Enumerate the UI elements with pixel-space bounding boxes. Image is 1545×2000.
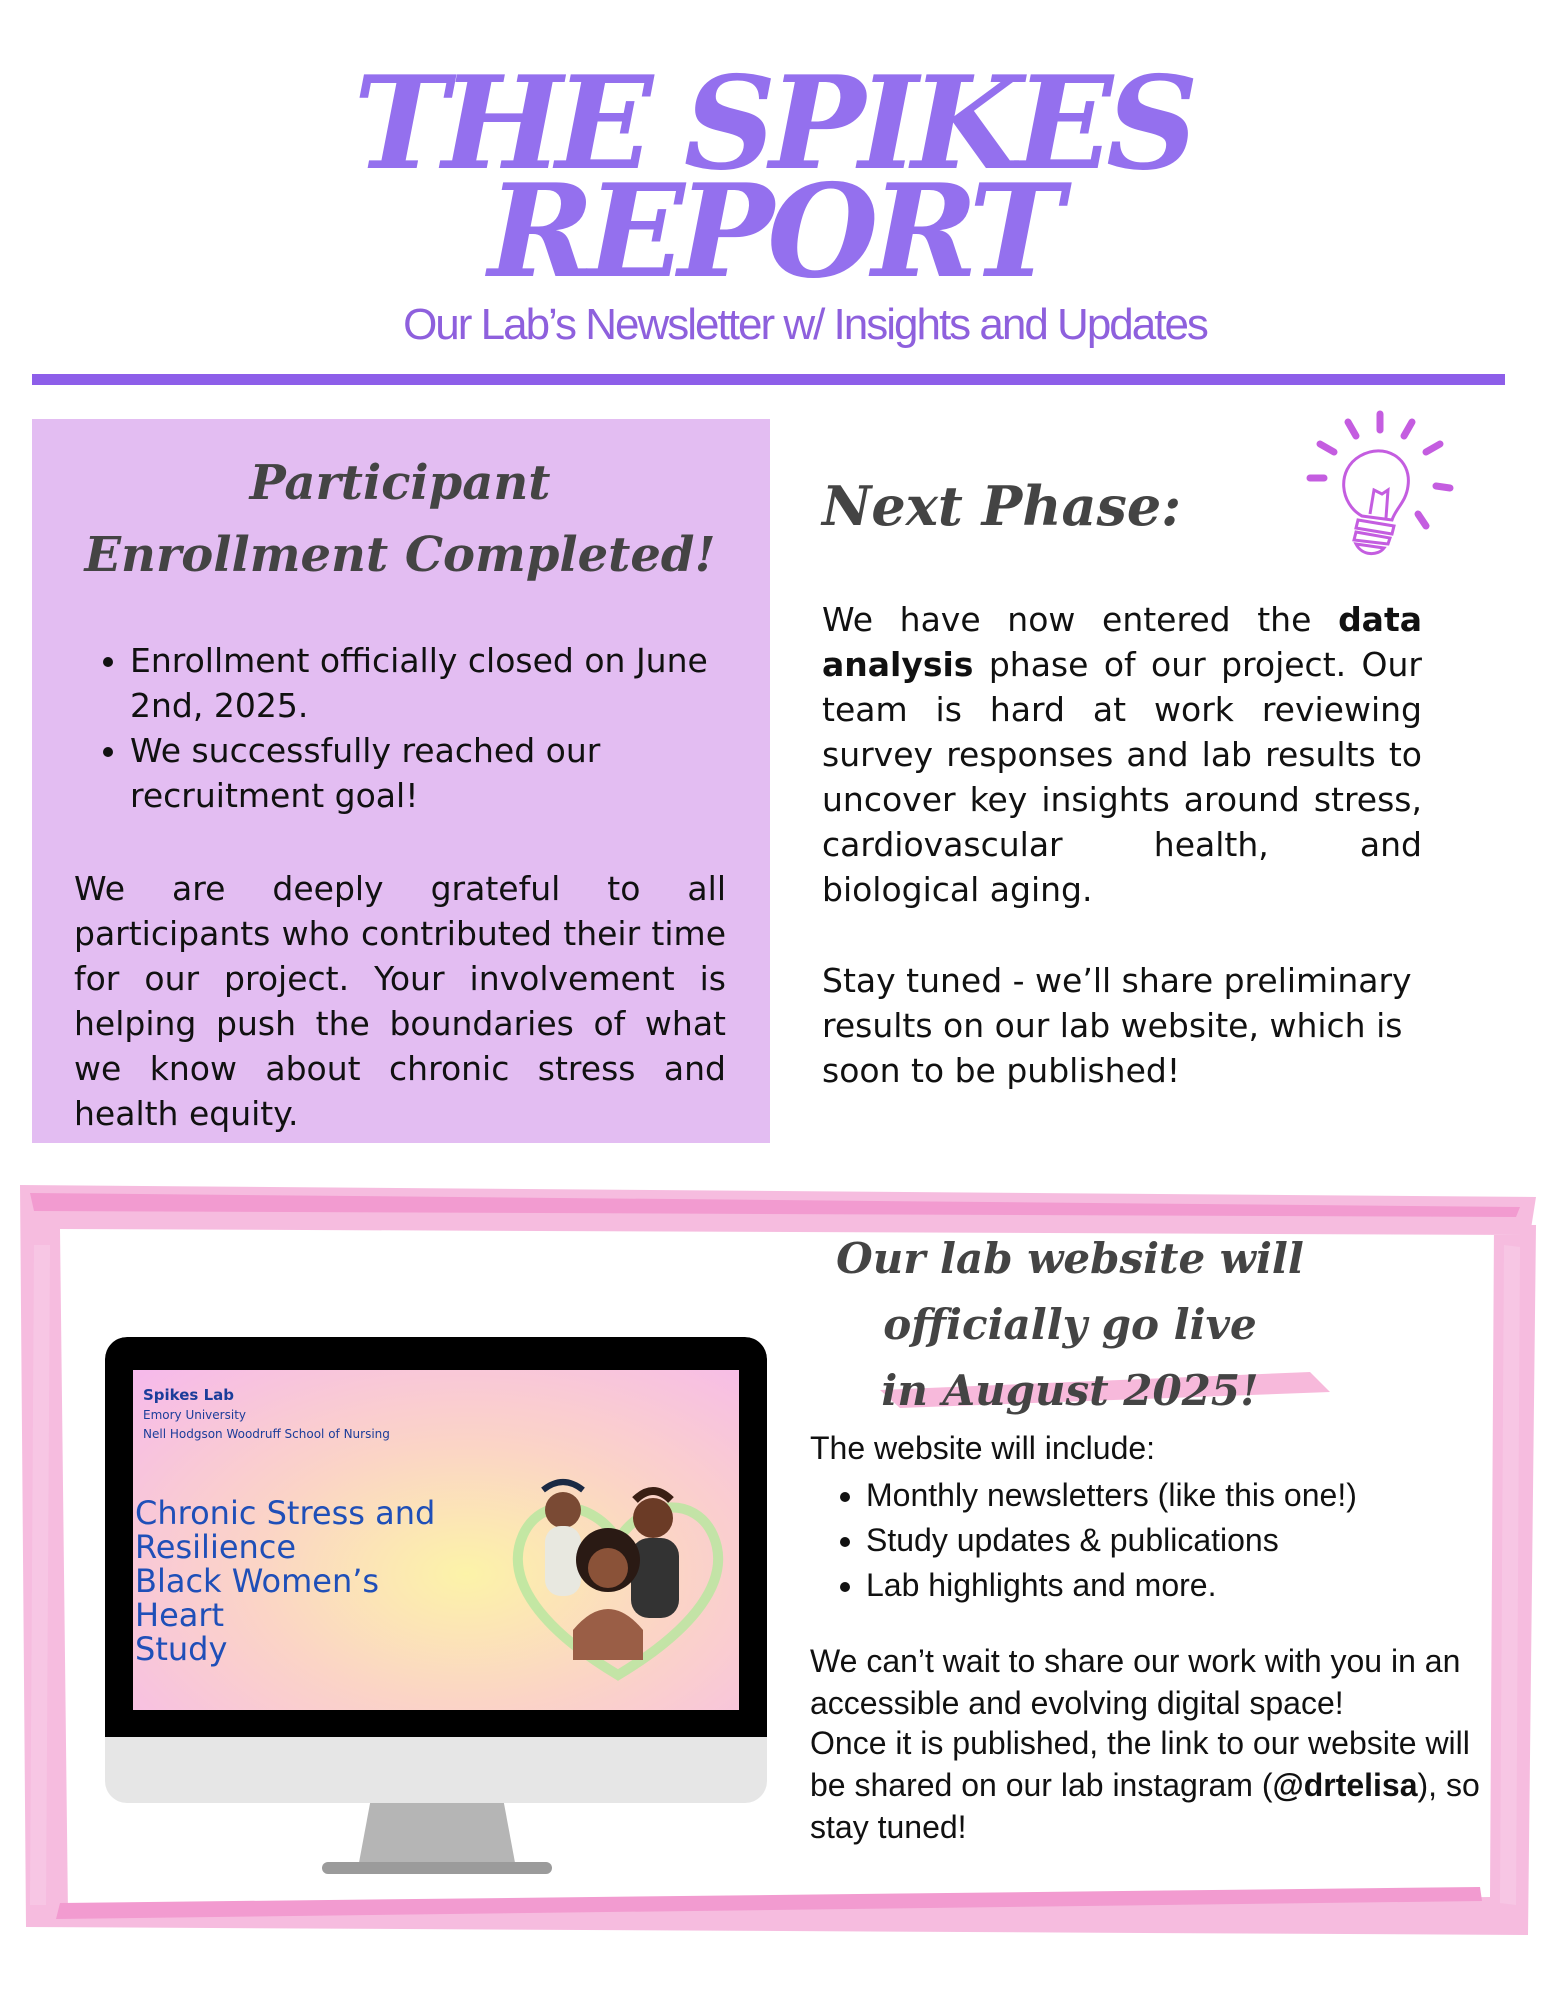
list-item: • We successfully reached our recruitment goal! (130, 728, 780, 818)
next-phase-text-1: We have now entered the (822, 600, 1339, 639)
newsletter-title (0, 49, 1545, 307)
list-item: • Lab highlights and more. (866, 1563, 1357, 1608)
stay-tuned-paragraph: Stay tuned - we’ll share preliminary results on our lab website, which is soon to be published! (822, 961, 1412, 1090)
screen-title-line-2: Resilience (135, 1528, 297, 1566)
website-heading-line-1: Our lab website will (836, 1234, 1304, 1283)
title-line-2: REPORT (487, 157, 1058, 307)
website-heading-line-3: in August 2025! (881, 1366, 1259, 1415)
next-phase-text-2: phase of our project. Our team is hard at work reviewing survey responses and lab results to uncover key insights around stress, cardiovascular health, and biological aging. (822, 645, 1422, 909)
enrollment-heading-line-1: Participant (249, 455, 551, 511)
monitor-stand (358, 1800, 516, 1868)
screen-lab-name: Spikes Lab (143, 1386, 234, 1404)
screen-title-line-3: Black Women’s Heart (135, 1562, 380, 1634)
instagram-handle[interactable]: @drtelisa (1272, 1767, 1418, 1803)
screen-school: Nell Hodgson Woodruff School of Nursing (143, 1427, 390, 1441)
screen-study-title (135, 1496, 475, 1666)
monitor-screen (133, 1370, 739, 1710)
website-text-1: Once it is published, the link to our website will be shared on our lab instagram ( (810, 1725, 1470, 1803)
newsletter-subtitle: Our Lab’s Newsletter w/ Insights and Updates (403, 300, 1207, 349)
website-intro: The website will include: (810, 1430, 1156, 1466)
women-heart-illustration (503, 1460, 733, 1690)
website-heading-line-2: officially go live (883, 1300, 1257, 1349)
header-divider (32, 374, 1505, 385)
title-line-1: THE SPIKES (353, 49, 1192, 199)
screen-title-line-1: Chronic Stress and (135, 1494, 436, 1532)
next-phase-heading: Next Phase: (822, 474, 1182, 538)
enrollment-heading-line-2: Enrollment Completed! (84, 527, 716, 583)
screen-title-line-4: Study (135, 1630, 228, 1668)
enrollment-paragraph: We are deeply grateful to all participants who contributed their time for our project. Your involvement is helping push the boundaries of what we know about chronic stress and health equity. (74, 869, 726, 1133)
website-text-2: ), so stay tuned! (810, 1767, 1480, 1845)
list-item: • Study updates & publications (866, 1518, 1357, 1563)
lightbulb-icon (1300, 410, 1460, 570)
monitor-illustration (105, 1337, 767, 1803)
enrollment-heading (50, 447, 750, 591)
website-feature-list (810, 1473, 1357, 1608)
monitor-base (322, 1862, 552, 1874)
data-analysis-emphasis: data analysis (822, 600, 1422, 684)
list-item: • Enrollment officially closed on June 2nd, 2025. (130, 638, 780, 728)
screen-university: Emory University (143, 1408, 246, 1422)
website-paragraph-2 (810, 1722, 1500, 1848)
list-item: • Monthly newsletters (like this one!) (866, 1473, 1357, 1518)
website-heading (790, 1226, 1350, 1424)
enrollment-bullet-list (74, 638, 780, 818)
website-paragraph-1: We can’t wait to share our work with you in an accessible and evolving digital space! (810, 1643, 1461, 1721)
next-phase-paragraph (822, 597, 1422, 912)
